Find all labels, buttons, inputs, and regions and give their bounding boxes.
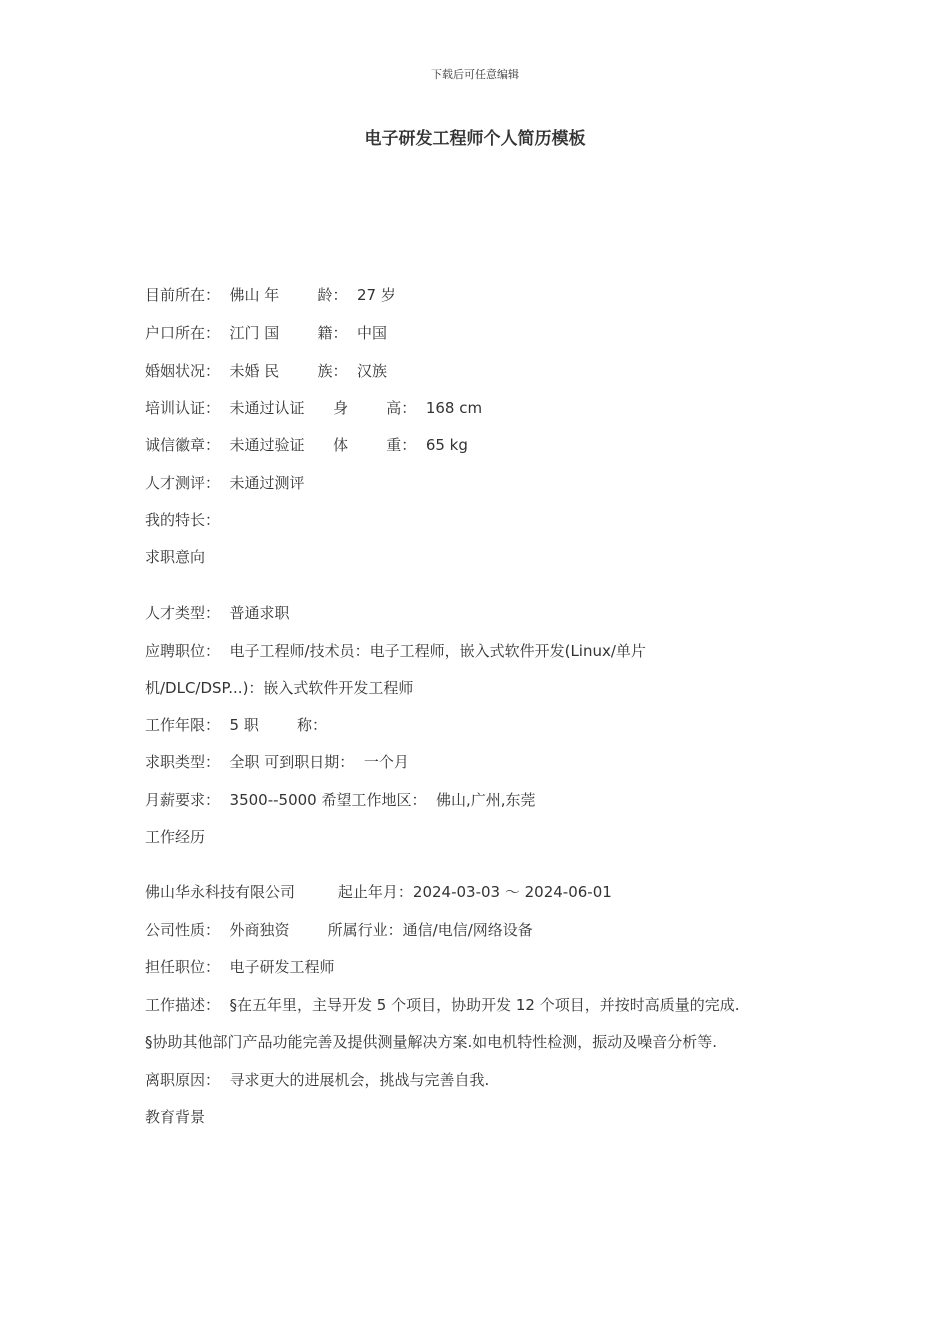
profile-line-specialty: 我的特长：	[145, 511, 221, 529]
section-heading-job-intent: 求职意向	[145, 548, 206, 566]
profile-line-cert-height: 培训认证： 未通过认证 身 高： 168 cm	[145, 399, 483, 417]
job-intent-line-position: 应聘职位： 电子工程师/技术员：电子工程师，嵌入式软件开发(Linux/单片	[145, 642, 646, 660]
header-note: 下载后可任意编辑	[431, 68, 519, 81]
section-heading-work: 工作经历	[145, 828, 206, 846]
work-line-role: 担任职位： 电子研发工程师	[145, 958, 335, 976]
document-title: 电子研发工程师个人简历模板	[364, 129, 586, 149]
job-intent-line-type: 人才类型： 普通求职	[145, 604, 290, 622]
work-line-leave-reason: 离职原因： 寻求更大的进展机会，挑战与完善自我.	[145, 1071, 490, 1089]
profile-line-badge-weight: 诚信徽章： 未通过验证 体 重： 65 kg	[145, 436, 468, 454]
job-intent-line-salary: 月薪要求： 3500--5000 希望工作地区： 佛山,广州,东莞	[145, 791, 536, 809]
job-intent-line-years: 工作年限： 5 职 称：	[145, 716, 327, 734]
work-line-description-cont: §协助其他部门产品功能完善及提供测量解决方案.如电机特性检测，振动及噪音分析等.	[145, 1033, 718, 1051]
profile-line-location-age: 目前所在： 佛山 年 龄： 27 岁	[145, 286, 396, 304]
profile-line-marital-ethnicity: 婚姻状况： 未婚 民 族： 汉族	[145, 362, 387, 380]
job-intent-line-jobtype: 求职类型： 全职 可到职日期： 一个月	[145, 753, 409, 771]
work-line-description: 工作描述： §在五年里，主导开发 5 个项目，协助开发 12 个项目，并按时高质量的完成.	[145, 996, 740, 1014]
work-line-nature: 公司性质： 外商独资 所属行业：通信/电信/网络设备	[145, 921, 533, 939]
profile-line-assessment: 人才测评： 未通过测评	[145, 474, 305, 492]
profile-line-hukou-nationality: 户口所在： 江门 国 籍： 中国	[145, 324, 387, 342]
work-line-company: 佛山华永科技有限公司 起止年月：2024-03-03 ～ 2024-06-01	[145, 883, 612, 901]
job-intent-line-position-cont: 机/DLC/DSP...)：嵌入式软件开发工程师	[145, 679, 414, 697]
section-heading-education: 教育背景	[145, 1108, 206, 1126]
